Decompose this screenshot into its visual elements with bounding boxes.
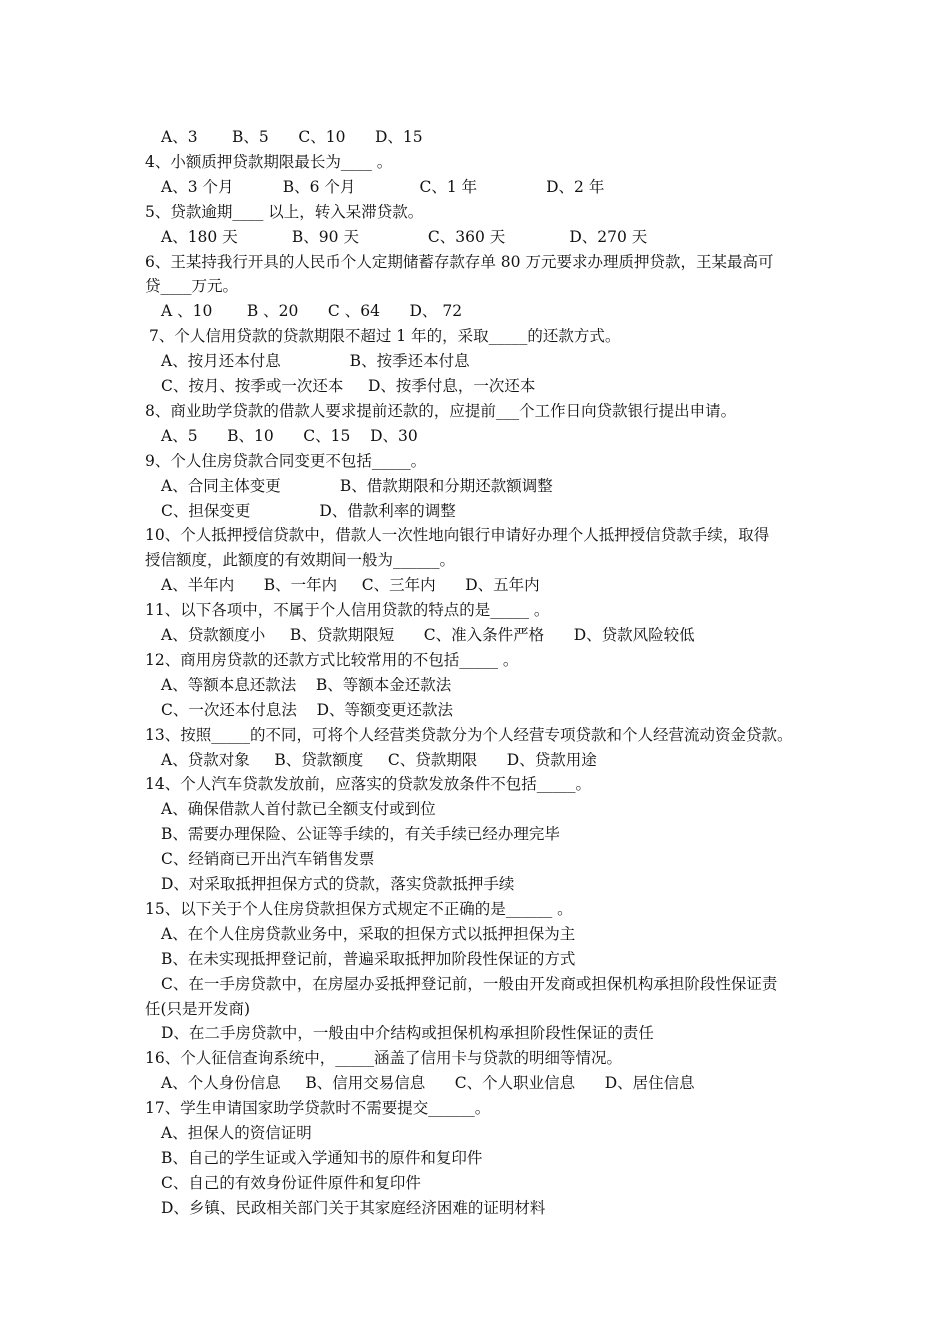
answer-option-line: A、贷款对象 B、贷款额度 C、贷款期限 D、贷款用途 [161,750,597,769]
answer-option-line: A、3 个月 B、6 个月 C、1 年 D、2 年 [161,177,605,196]
answer-option-line: C、经销商已开出汽车销售发票 [161,850,375,869]
answer-option-line: C、按月、按季或一次还本 D、按季付息，一次还本 [161,377,536,395]
answer-option-line: C、担保变更 D、借款利率的调整 [161,501,456,520]
question-line: 5、贷款逾期____ 以上，转入呆滞贷款。 [145,202,424,221]
answer-option-line: A、等额本息还款法 B、等额本金还款法 [161,675,452,694]
question-line: 8、商业助学贷款的借款人要求提前还款的，应提前___个工作日向贷款银行提出申请。 [145,401,737,420]
answer-option-line: A、贷款额度小 B、贷款期限短 C、准入条件严格 D、贷款风险较低 [161,626,695,644]
question-line: 11、以下各项中，不属于个人信用贷款的特点的是_____ 。 [145,601,550,620]
question-continuation-line: 任(只是开发商) [145,999,251,1018]
question-line: 13、按照_____的不同，可将个人经营类贷款分为个人经营专项贷款和个人经营流动资金贷款。 [145,725,793,744]
question-line: 17、学生申请国家助学贷款时不需要提交______。 [145,1099,491,1118]
question-line: 10、个人抵押授信贷款中，借款人一次性地向银行申请好办理个人抵押授信贷款手续，取得 [145,526,770,545]
answer-option-line: B、自己的学生证或入学通知书的原件和复印件 [161,1148,483,1167]
answer-option-line: A 、10 B 、20 C 、64 D、 72 [161,302,463,321]
answer-option-line: A、在个人住房贷款业务中，采取的担保方式以抵押担保为主 [161,924,576,943]
answer-option-line: A、180 天 B、90 天 C、360 天 D、270 天 [161,227,648,246]
question-line: 9、个人住房贷款合同变更不包括_____。 [145,451,427,470]
question-line: 12、商用房贷款的还款方式比较常用的不包括_____ 。 [145,650,519,669]
question-line: 4、小额质押贷款期限最长为____ 。 [145,152,393,171]
question-line: 14、个人汽车贷款发放前，应落实的贷款发放条件不包括_____。 [145,775,591,794]
answer-option-line: D、乡镇、民政相关部门关于其家庭经济困难的证明材料 [161,1198,546,1217]
answer-option-line: A、按月还本付息 B、按季还本付息 [161,352,470,371]
answer-option-line: D、对采取抵押担保方式的贷款，落实贷款抵押手续 [161,875,515,893]
answer-option-line: A、担保人的资信证明 [161,1124,312,1142]
answer-option-line: A、合同主体变更 B、借款期限和分期还款额调整 [161,476,553,495]
answer-option-line: C、在一手房贷款中，在房屋办妥抵押登记前，一般由开发商或担保机构承担阶段性保证责 [161,974,778,993]
answer-option-line: A、3 B、5 C、10 D、15 [161,128,423,146]
answer-option-line: A、个人身份信息 B、信用交易信息 C、个人职业信息 D、居住信息 [161,1074,695,1093]
question-line: 15、以下关于个人住房贷款担保方式规定不正确的是______ 。 [145,899,573,918]
answer-option-line: A、5 B、10 C、15 D、30 [161,426,418,445]
question-continuation-line: 授信额度，此额度的有效期间一般为______。 [145,551,456,570]
answer-option-line: B、需要办理保险、公证等手续的，有关手续已经办理完毕 [161,825,560,844]
answer-option-line: A、确保借款人首付款已全额支付或到位 [161,800,436,819]
answer-option-line: C、一次还本付息法 D、等额变更还款法 [161,700,453,719]
answer-option-line: B、在未实现抵押登记前，普遍采取抵押加阶段性保证的方式 [161,949,576,968]
question-line: 7、个人信用贷款的贷款期限不超过 1 年的，采取_____的还款方式。 [149,327,621,346]
answer-option-line: C、自己的有效身份证件原件和复印件 [161,1173,421,1192]
answer-option-line: A、半年内 B、一年内 C、三年内 D、五年内 [161,576,540,595]
question-line: 6、王某持我行开具的人民币个人定期储蓄存款存单 80 万元要求办理质押贷款，王某最高可 [145,252,774,271]
question-line: 16、个人征信查询系统中，_____涵盖了信用卡与贷款的明细等情况。 [145,1049,622,1068]
answer-option-line: D、在二手房贷款中，一般由中介结构或担保机构承担阶段性保证的责任 [161,1024,654,1043]
question-continuation-line: 贷____万元。 [145,277,239,296]
